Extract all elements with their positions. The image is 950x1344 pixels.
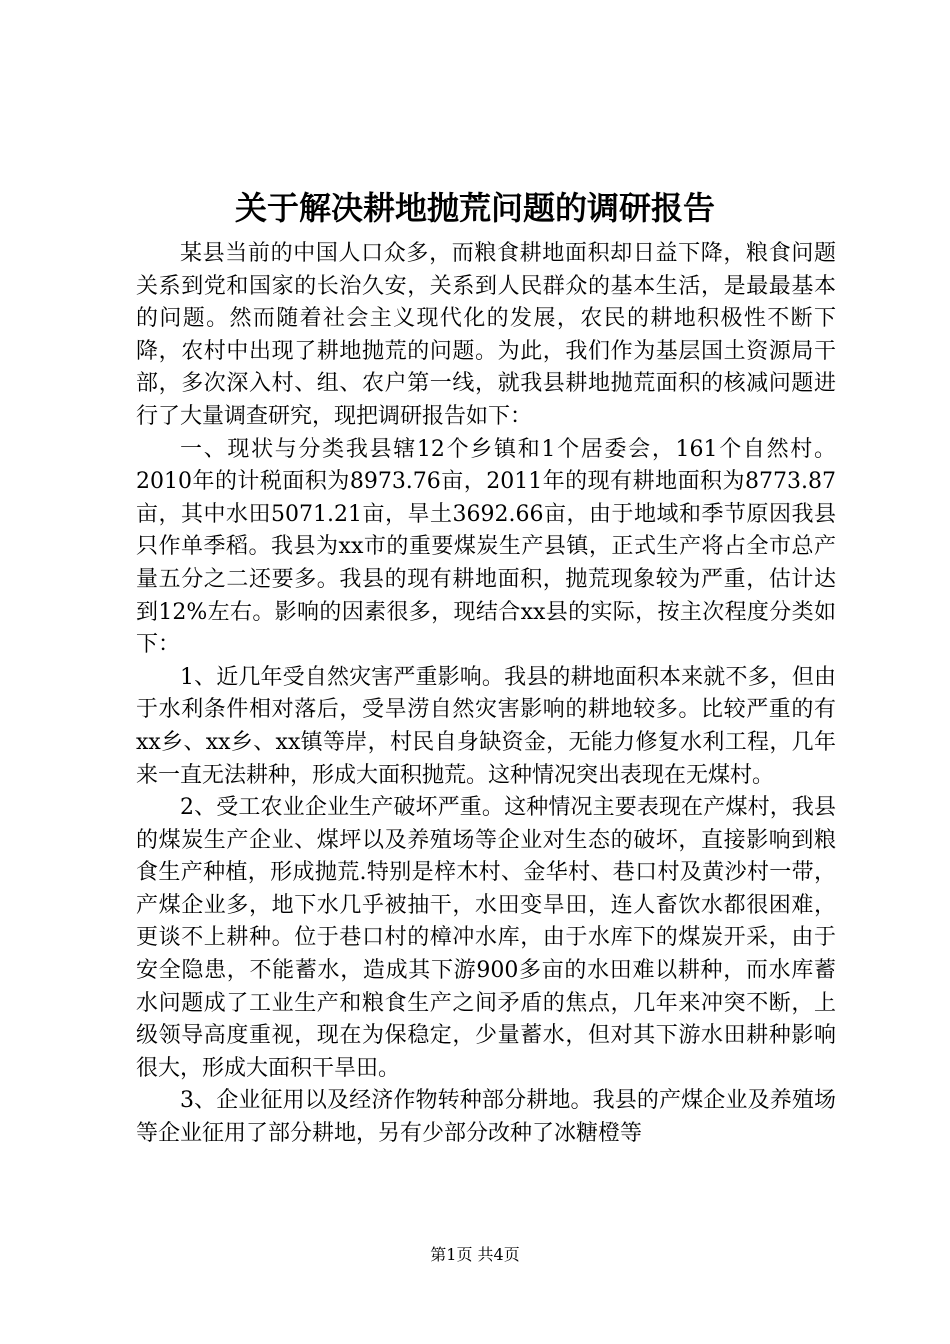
- document-title: 关于解决耕地抛荒问题的调研报告: [234, 189, 715, 227]
- document-body: [136, 238, 836, 1151]
- paragraph-natural-disasters: 1、近几年受自然灾害严重影响。我县的耕地面积本来就不多，但由于水利条件相对落后，受旱涝自然灾害影响的耕地较多。比较严重的有xx乡、xx乡、xx镇等岸，村民自身缺资金，无能力修复水利工程，几年来一直无法耕种，形成大面积抛荒。这种情况突出表现在无煤村。: [136, 664, 836, 788]
- paragraph-intro: 某县当前的中国人口众多，而粮食耕地面积却日益下降，粮食问题关系到党和国家的长治久安，关系到人民群众的基本生活，是最最基本的问题。然而随着社会主义现代化的发展，农民的耕地积极性不断下降，农村中出现了耕地抛荒的问题。为此，我们作为基层国土资源局干部，多次深入村、组、农户第一线，就我县耕地抛荒面积的核减问题进行了大量调查研究，现把调研报告如下：: [136, 241, 836, 429]
- page-footer: 第1页 共4页: [430, 1245, 520, 1264]
- paragraph-industrial-damage: 2、受工农业企业生产破坏严重。这种情况主要表现在产煤村，我县的煤炭生产企业、煤坪以及养殖场等企业对生态的破坏，直接影响到粮食生产种植，形成抛荒.特别是梓木村、金华村、巷口村及黄沙村一带，产煤企业多，地下水几乎被抽干，水田变旱田，连人畜饮水都很困难，更谈不上耕种。位于巷口村的樟冲水库，由于水库下的煤炭开采，由于安全隐患，不能蓄水，造成其下游900多亩的水田难以耕种，而水库蓄水问题成了工业生产和粮食生产之间矛盾的焦点，几年来冲突不断，上级领导高度重视，现在为保稳定，少量蓄水，但对其下游水田耕种影响很大，形成大面积干旱田。: [136, 795, 836, 1081]
- paragraph-enterprise-requisition: 3、企业征用以及经济作物转种部分耕地。我县的产煤企业及养殖场等企业征用了部分耕地，另有少部分改种了冰糖橙等: [136, 1088, 836, 1147]
- paragraph-status-classification: 一、现状与分类我县辖12个乡镇和1个居委会，161个自然村。2010年的计税面积为8973.76亩，2011年的现有耕地面积为8773.87亩，其中水田5071.21亩，旱土3692.66亩，由于地域和季节原因我县只作单季稻。我县为xx市的重要煤炭生产县镇，正式生产将占全市总产量五分之二还要多。我县的现有耕地面积，抛荒现象较为严重，估计达到12%左右。影响的因素很多，现结合xx县的实际，按主次程度分类如下：: [136, 436, 836, 658]
